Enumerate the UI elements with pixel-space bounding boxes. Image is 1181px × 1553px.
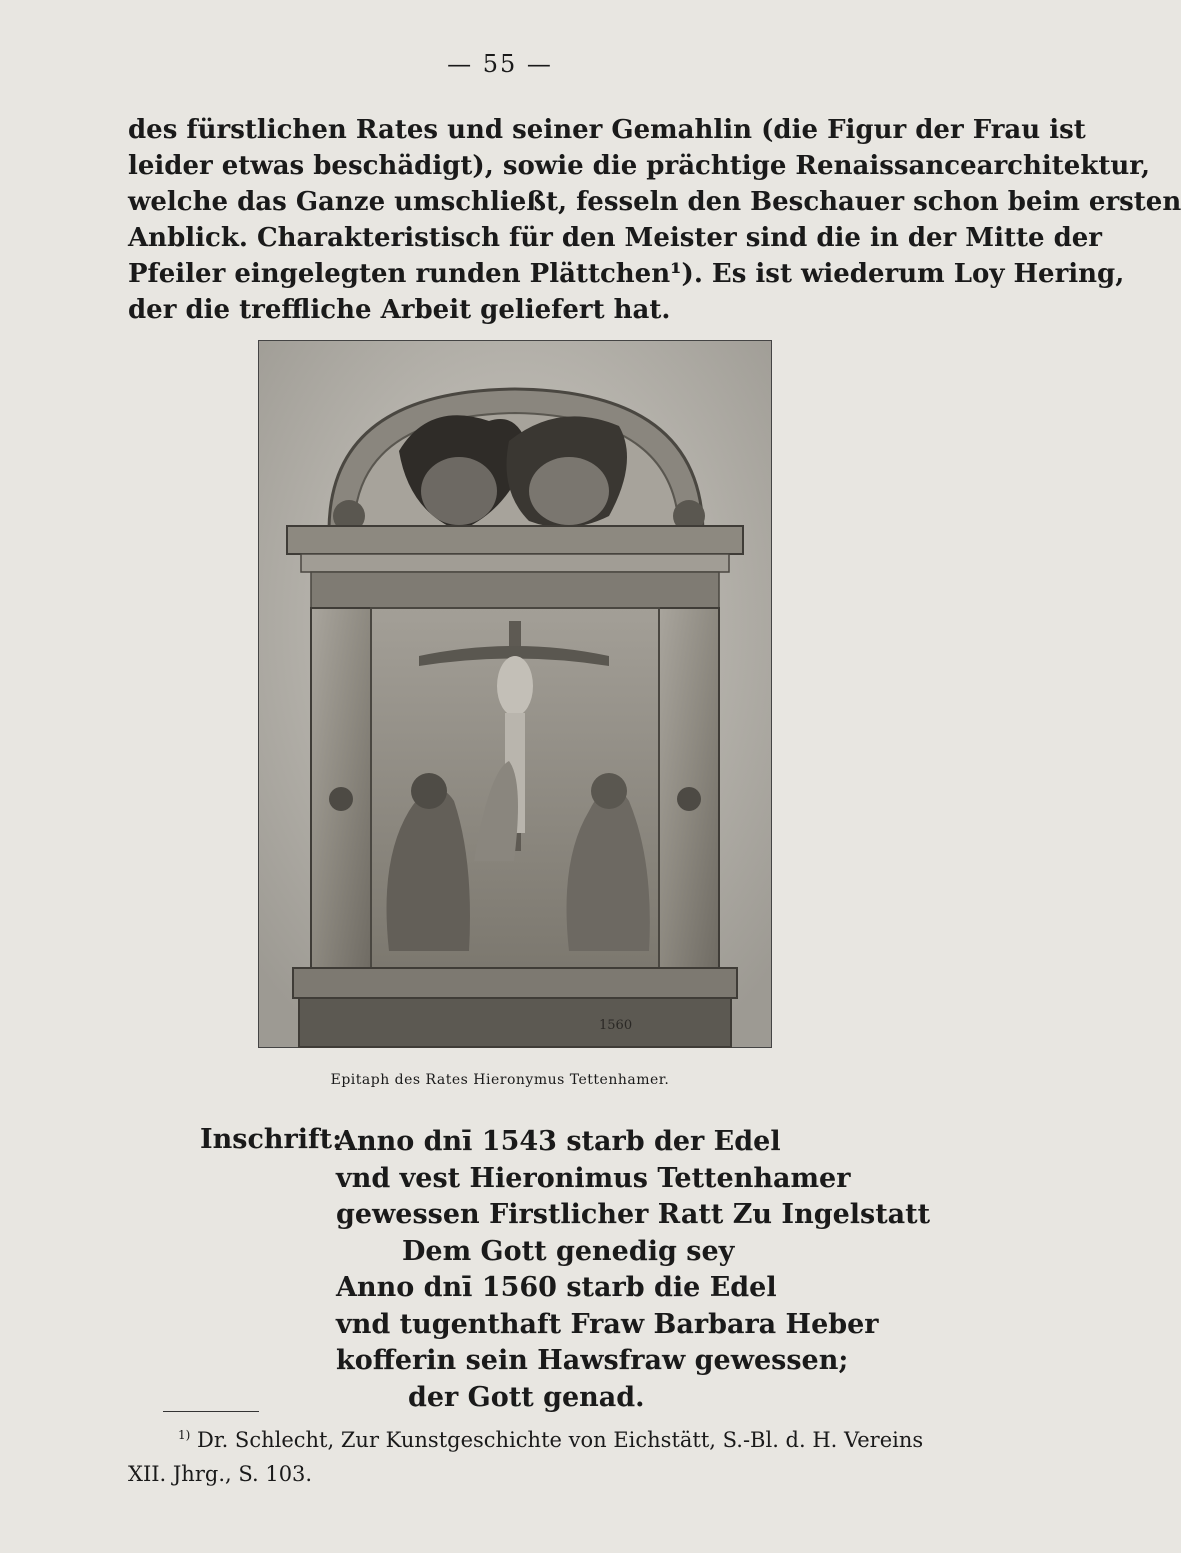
body-line: Pfeiler eingelegten runden Plättchen¹). Es ist wiederum Loy Hering, (128, 259, 1125, 289)
footnote-line (128, 1418, 924, 1457)
body-line: leider etwas beschädigt), sowie die prächtige Renaissancearchitektur, (128, 151, 1151, 181)
inscription-line: Anno dnī 1560 starb die Edel (336, 1272, 777, 1303)
footnote-line: XII. Jhrg., S. 103. (128, 1462, 313, 1486)
inscription-line: vnd vest Hieronimus Tettenhamer (336, 1162, 851, 1194)
epitaph-photograph (258, 340, 772, 1048)
footnote-divider (163, 1411, 259, 1412)
footnote-text: Dr. Schlecht, Zur Kunstgeschichte von Eichstätt, S.-Bl. d. H. Vereins (197, 1428, 924, 1452)
inscription-line: kofferin sein Hawsfraw gewessen; (336, 1345, 849, 1376)
body-line: Anblick. Charakteristisch für den Meister sind die in der Mitte der (128, 223, 1102, 253)
body-paragraph (128, 112, 1181, 328)
inscription-line: der Gott genad. (408, 1381, 645, 1413)
body-line: der die treffliche Arbeit geliefert hat. (128, 295, 671, 325)
inscription-line: vnd tugenthaft Fraw Barbara Heber (336, 1308, 879, 1340)
body-line: welche das Ganze umschließt, fesseln den Beschauer schon beim ersten (128, 187, 1181, 217)
inscription-line: Anno dnī 1543 starb der Edel (336, 1126, 781, 1157)
inscription-text (336, 1124, 931, 1416)
figure-caption: Epitaph des Rates Hieronymus Tettenhamer. (330, 1072, 670, 1088)
page-number: — 55 — (447, 50, 553, 78)
inscription-label: Inschrift: (200, 1124, 343, 1155)
epitaph-illustration (259, 341, 771, 1047)
body-line: des fürstlichen Rates und seiner Gemahlin (die Figur der Frau ist (128, 115, 1086, 145)
plaque-inscription: 1560 (599, 1018, 633, 1033)
inscription-line: gewessen Firstlicher Ratt Zu Ingelstatt (336, 1199, 931, 1230)
footnote (128, 1418, 924, 1491)
footnote-marker: 1) (178, 1428, 191, 1442)
inscription-line: Dem Gott genedig sey (402, 1235, 735, 1267)
